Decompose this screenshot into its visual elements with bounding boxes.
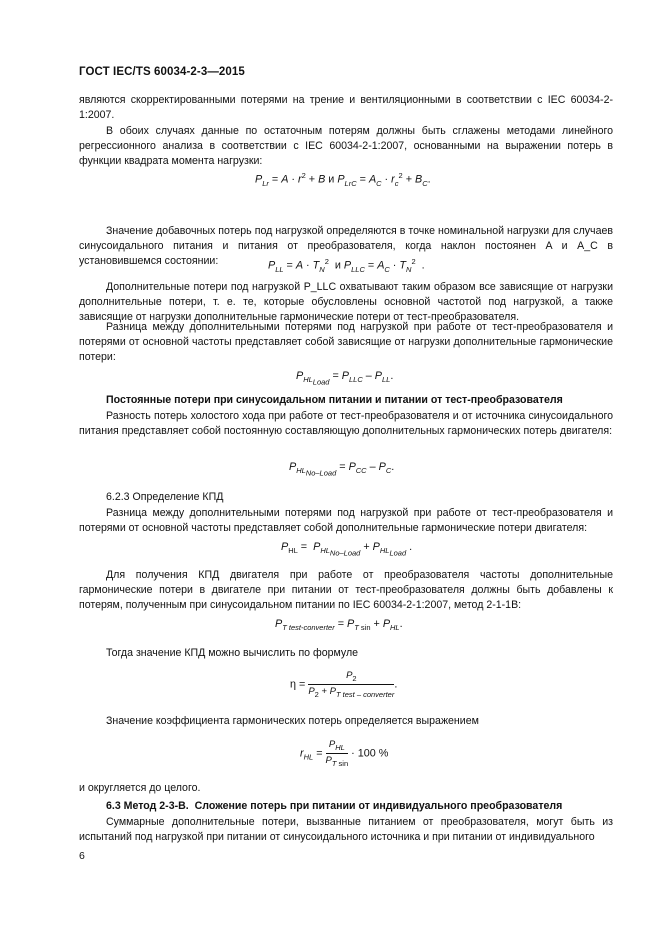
paragraph-8: Для получения КПД двигателя при работе от преобразователя частоты дополнительные гармонические потери в двигателе при питании от тест-преобразователя должны быть добавлены к потерям, полученным при синусоидальном питании по IEC 60034-2-1:2007, метод 2-1-1B: <box>79 569 613 611</box>
paragraph-9: Тогда значение КПД можно вычислить по формуле <box>106 647 359 659</box>
formula-5: $P_{HL} = P_{HL_{No-Load}} + P_{HL_{Load}}$ . <box>281 541 413 558</box>
paragraph-11: и округляется до целого. <box>79 782 201 794</box>
formula-1: $P_{Lr} = A \cdot r^2 + B$ и $P_{LrC} = A_C \cdot r_c^2 + B_C$. <box>255 171 431 188</box>
formula-7-efficiency: η = $\frac{P_2}{P_2 + P_{T test - converter}}$ . <box>290 670 398 699</box>
paragraph-1: являются скорректированными потерями на трение и вентиляционными в соответствии с IEC 60034-2-1:2007. <box>79 94 613 121</box>
formula-8-harmonic-coefficient: $r_{HL}$ = $\frac{P_{HL}}{P_{T sin}}$ · 100 % <box>300 739 389 768</box>
page-number: 6 <box>79 850 85 862</box>
paragraph-12: Суммарные дополнительные потери, вызванные питанием от преобразователя, могут быть из испытаний под нагрузкой при питании от синусоидального источника и при питании от индивидуального <box>79 816 613 843</box>
paragraph-3: Значение добавочных потерь под нагрузкой определяются в точке номинальной нагрузки для случаев синусоидального питания и питания от преобразователя, когда наклон постоянен A и A_C в установившемся состоянии: <box>79 225 613 267</box>
document-header: ГОСТ IEC/TS 60034-2-3—2015 <box>79 66 245 78</box>
paragraph-4: Дополнительные потери под нагрузкой P_LLC охватывают таким образом все зависящие от нагрузки дополнительные потери, т. е. те, которые обусловлены основной частотой под нагрузкой, а также зависящие от нагрузки дополнительные гармонические потери от тест-преобразователя. <box>79 281 613 323</box>
paragraph-2: В обоих случаях данные по остаточным потерям должны быть сглажены методами линейного регрессионного анализа в соответствии с IEC 60034-2-1:2007, основанными на выражении потерь в функции квадрата момента нагрузки: <box>79 125 613 167</box>
section-6-3-title: Сложение потерь при питании от индивидуального преобразователя <box>194 800 563 812</box>
section-6-3-number: 6.3 Метод 2-3-B. <box>106 800 189 812</box>
section-6-3-heading <box>79 799 613 814</box>
formula-6: $P_{T test-converter} = P_{T sin} + P_{HL}$. <box>275 618 403 633</box>
paragraph-6: Разность потерь холостого хода при работе от тест-преобразователя и от источника синусоидального питания представляет собой постоянную составляющую дополнительных гармонических потерь двигателя: <box>79 410 613 437</box>
paragraph-5: Разница между дополнительными потерями под нагрузкой при работе от тест-преобразователя и потерями от основной частоты представляет собой зависящие от нагрузки дополнительные гармонические потери: <box>79 321 613 363</box>
formula-4: $P_{HL_{No-Load}} = P_{CC} - P_C$. <box>289 461 395 478</box>
subheading-constant-losses: Постоянные потери при синусоидальном питании и питании от тест-преобразователя <box>106 394 563 406</box>
formula-3: $P_{HL_{Load}} = P_{LLC} - P_{LL}$. <box>296 370 394 387</box>
formula-2: $P_{LL} = A \cdot T_N^2$ и $P_{LLC} = A_C \cdot T_N^2$ . <box>268 257 425 274</box>
section-6-2-3-heading: 6.2.3 Определение КПД <box>106 491 224 503</box>
paragraph-10: Значение коэффициента гармонических потерь определяется выражением <box>106 715 479 727</box>
paragraph-7: Разница между дополнительными потерями под нагрузкой при работе от тест-преобразователя и потерями от основной частоты представляет собой дополнительные гармонические потери двигателя: <box>79 507 613 534</box>
